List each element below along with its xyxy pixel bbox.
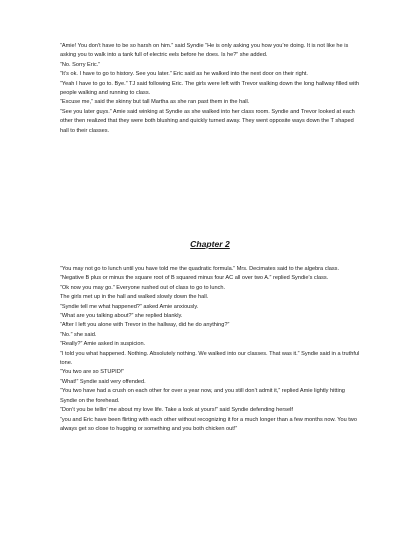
paragraph: “Yeah I have to go to. Bye.” TJ said following Eric. The girls were left with Trevor walking down the long hallway filled with people walking and running to class.	[60, 80, 359, 97]
paragraph: “Syndie tell me what happened?” asked Amie anxiously.	[60, 303, 199, 310]
paragraph: “Amie! You don’t have to be so harsh on him.” said Syndie “He is only asking you how you’re doing. It is not like he is asking you to walk into a tank full of electric eels before he does. Is he?” she added.	[60, 43, 349, 59]
paragraph: “No. Sorry Eric.”	[60, 61, 101, 68]
paragraph: “You two have had a crush on each other for over a year now, and you still don’t admit it,” replied Amie lightly hitting Syndie on the forehead.	[60, 388, 345, 404]
paragraph: “Ok now you may go.” Everyone rushed out of class to go to lunch.	[60, 284, 226, 291]
paragraph: “Excuse me,” said the skinny but tall Martha as she ran past them in the hall.	[60, 99, 250, 106]
paragraph: “You may not go to lunch until you have told me the quadratic formula.” Mrs. Decimates said to the algebra class.	[60, 266, 340, 272]
paragraph: “See you later guys.” Amie said winking at Syndie as she walked into her class room. Syndie and Trevor looked at each other then realized that they were both blushing and quickly turned away. They went opposite ways down the T shaped hall to their classes.	[60, 108, 355, 134]
text-block-bottom	[60, 265, 360, 434]
paragraph: “It’s ok. I have to go to history. See you later.” Eric said as he walked into the next door on their right.	[60, 71, 308, 78]
paragraph: “Negative B plus or minus the square root of B squared minus four AC all over two A.” replied Syndie’s class.	[60, 275, 329, 282]
paragraph: “What!” Syndie said very offended.	[60, 378, 146, 385]
text-block-top	[60, 42, 360, 136]
paragraph: “you and Eric have been flirting with each other without recognizing it for a much longer than a few months now. You two always get so close to hugging or something and you both chicken out!”	[60, 416, 357, 432]
paragraph: “You two are so STUPID!”	[60, 369, 125, 376]
paragraph: “No.” she said.	[60, 331, 97, 338]
paragraph: The girls met up in the hall and walked slowly down the hall.	[60, 294, 209, 301]
paragraph: “After I left you alone with Trevor in the hallway, did he do anything?”	[60, 322, 230, 329]
paragraph: “I told you what happened. Nothing. Absolutely nothing. We walked into our classes. That was it.” Syndie said in a truthful tone.	[60, 350, 360, 367]
paragraph: “Really?” Amie asked in suspicion.	[60, 341, 146, 348]
paragraph: “Don’t you be tellin’ me about my love life. Take a look at yours!” said Syndie defending herself	[60, 407, 293, 414]
paragraph: “What are you talking about?” she replied blankly.	[60, 313, 183, 320]
chapter-heading: Chapter 2	[190, 239, 230, 249]
